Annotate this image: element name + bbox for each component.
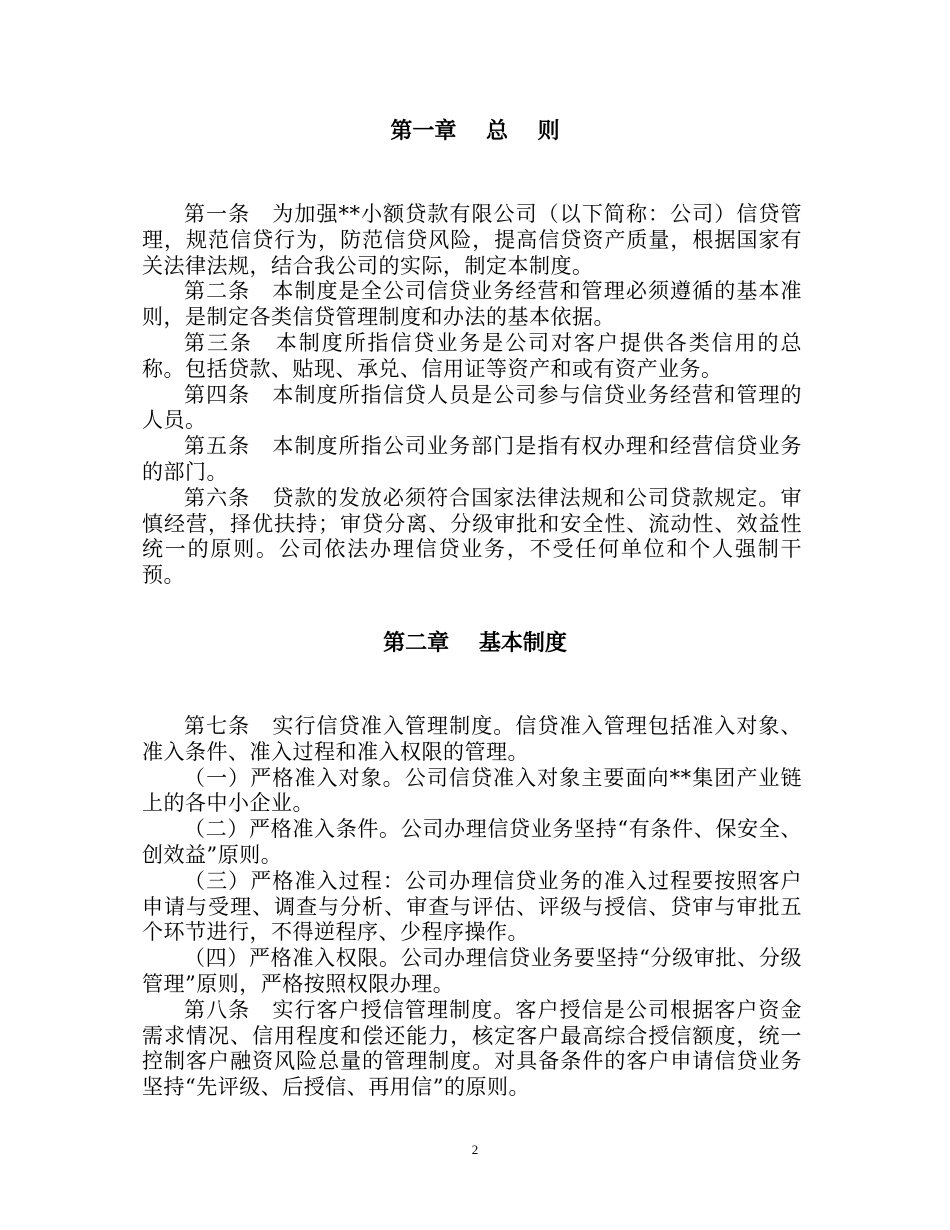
- sub-item-paragraph: （三）严格准入过程：公司办理信贷业务的准入过程要按照客户申请与受理、调查与分析、审查与评估、评级与授信、贷审与审批五个环节进行，不得逆程序、少程序操作。: [142, 868, 802, 945]
- sub-item-paragraph: （四）严格准入权限。公司办理信贷业务要坚持“分级审批、分级管理”原则，严格按照权限办理。: [142, 946, 802, 996]
- chapter-title: 第二章 基本制度: [383, 631, 567, 656]
- article-paragraph: 第八条 实行客户授信管理制度。客户授信是公司根据客户资金需求情况、信用程度和偿还能力，核定客户最高综合授信额度，统一控制客户融资风险总量的管理制度。对具备条件的客户申请信贷业务坚持“先评级、后授信、再用信”的原则。: [142, 997, 802, 1100]
- article-paragraph: 第一条 为加强**小额贷款有限公司（以下简称：公司）信贷管理，规范信贷行为，防范信贷风险，提高信贷资产质量，根据国家有关法律法规，结合我公司的实际，制定本制度。: [142, 202, 802, 278]
- chapter-body: [142, 714, 802, 1101]
- article-paragraph: 第四条 本制度所指信贷人员是公司参与信贷业务经营和管理的人员。: [142, 382, 802, 433]
- article-paragraph: 第三条 本制度所指信贷业务是公司对客户提供各类信用的总称。包括贷款、贴现、承兑、信用证等资产和或有资产业务。: [142, 330, 802, 381]
- article-paragraph: 第五条 本制度所指公司业务部门是指有权办理和经营信贷业务的部门。: [142, 434, 802, 484]
- chapter-body: [142, 202, 802, 589]
- sub-item-paragraph: （一）严格准入对象。公司信贷准入对象主要面向**集团产业链上的各中小企业。: [142, 765, 802, 816]
- sub-item-paragraph: （二）严格准入条件。公司办理信贷业务坚持“有条件、保安全、创效益”原则。: [142, 817, 802, 867]
- article-paragraph: 第六条 贷款的发放必须符合国家法律法规和公司贷款规定。审慎经营，择优扶持；审贷分离、分级审批和安全性、流动性、效益性统一的原则。公司依法办理信贷业务，不受任何单位和个人强制干预。: [142, 485, 802, 588]
- article-paragraph: 第七条 实行信贷准入管理制度。信贷准入管理包括准入对象、准入条件、准入过程和准入权限的管理。: [142, 714, 802, 764]
- article-paragraph: 第二条 本制度是全公司信贷业务经营和管理必须遵循的基本准则，是制定各类信贷管理制度和办法的基本依据。: [142, 279, 802, 330]
- page-number: 2: [471, 1142, 479, 1157]
- chapter-title: 第一章 总 则: [390, 119, 560, 144]
